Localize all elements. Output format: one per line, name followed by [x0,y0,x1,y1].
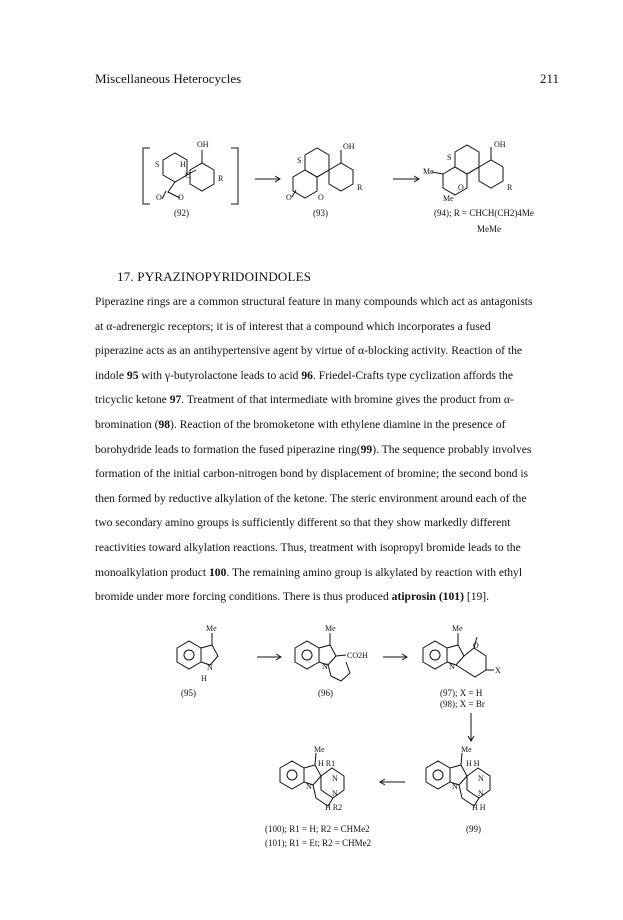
atom-co2h-96: CO2H [347,651,368,660]
atom-s-94: S [447,153,452,162]
atom-n-99-bottom: N [478,789,484,798]
running-header: Miscellaneous Heterocycles [95,71,242,86]
compound-label-95: (95) [181,688,196,698]
atom-s-93: S [297,156,302,165]
atom-n-99-top: N [478,774,484,783]
ref-101: (101) [438,590,464,604]
atom-n-100-bottom: N [332,789,338,798]
atom-me-99: Me [461,745,472,754]
atom-o-94: O [458,183,464,192]
body-text: ). Reaction of the bromoketone with ethylene diamine in the presence of borohydride leads to formation the fused piperazine ring( [95,417,506,456]
atom-s-92: S [155,160,160,169]
compound-label-94: (94); R = CHCH(CH2)4Me [434,208,534,218]
drug-name: atiprosin [391,590,436,604]
atom-o-ester-92: O [178,193,184,202]
atom-hh-99-top: H H [466,759,480,768]
body-text: Piperazine rings are a common structural feature in many compounds which act as antagonists at α-adrenergic receptors; it is of interest that a compound which incorporates a fused piperazine acts as an antihypertensive agent by virtue of α-blocking activity. Reaction of the indole [95,295,533,382]
compound-label-99: (99) [466,824,481,834]
atom-hr2-100: H R2 [325,803,343,812]
atom-n-97: N [449,662,455,671]
atom-hh-99-bottom: H H [472,803,486,812]
atom-me-97: Me [452,624,463,633]
atom-x-97: X [495,666,501,675]
atom-me-96: Me [325,624,336,633]
ref-96: 96 [301,368,313,382]
atom-o-92: O [185,171,191,180]
atom-n-96: N [322,662,328,671]
atom-n-100-indole: N [306,782,312,791]
page-number: 211 [540,71,560,86]
atom-r-94: R [507,183,513,192]
compound-label-98: (98); X = Br [440,699,485,709]
body-text: [19]. [463,590,490,604]
atom-me-94a: Me [423,167,434,176]
ref-98: 98 [158,417,171,431]
atom-oh-93: OH [343,142,355,151]
compound-label-96: (96) [318,688,333,698]
atom-r-93: R [357,183,363,192]
compound-label-92: (92) [174,208,189,218]
body-text: with γ-butyrolactone leads to acid [138,368,302,382]
atom-o-carbonyl-92: O [156,193,162,202]
body-text: . Treatment of that intermediate with bromine gives the product from α-bromination ( [95,393,514,431]
body-paragraph [95,290,535,610]
body-text: . Friedel-Crafts type cyclization affords the tricyclic ketone [95,368,514,407]
compound-label-97: (97); X = H [440,688,483,698]
compound-label-93: (93) [313,208,328,218]
compound-label-94-substituents: MeMe [477,224,501,234]
atom-o-carbonyl-93: O [286,193,292,202]
compound-label-100: (100); R1 = H; R2 = CHMe2 [265,824,370,834]
atom-n-99-indole: N [452,782,458,791]
atom-o-ring-93: O [318,193,324,202]
ref-99: 99 [360,442,373,456]
atom-h-92: H [180,160,186,169]
atom-me-100: Me [314,745,325,754]
ref-100: 100 [209,565,227,579]
ref-95: 95 [126,368,139,382]
atom-me-95: Me [206,624,217,633]
atom-r-92: R [218,174,224,183]
atom-me-94b: Me [443,194,454,203]
compound-label-101: (101); R1 = Et; R2 = CHMe2 [265,838,372,848]
atom-n-100-top: N [332,774,338,783]
atom-o-97: O [473,641,479,650]
body-text: . The remaining amino group is alkylated by reaction with ethyl bromide under more forcing conditions. There is thus produced [95,565,523,604]
ref-97: 97 [169,393,182,407]
atom-oh-92: OH [197,140,209,149]
atom-hr1-100: H R1 [318,759,336,768]
section-heading: 17. PYRAZINOPYRIDOINDOLES [117,269,312,284]
atom-n-95: N [207,663,213,672]
atom-h-95: H [201,674,207,683]
body-text: ). The sequence probably involves formation of the initial carbon-nitrogen bond by displacement of bromine; the second bond is then formed by reductive alkylation of the ketone. The steric environment around each of the two secondary amino groups is sufficiently different so that they show markedly different reactivities toward alkylation reactions. Thus, treatment with isopropyl bromide leads to the monoalkylation product [95,442,532,579]
atom-oh-94: OH [494,140,506,149]
